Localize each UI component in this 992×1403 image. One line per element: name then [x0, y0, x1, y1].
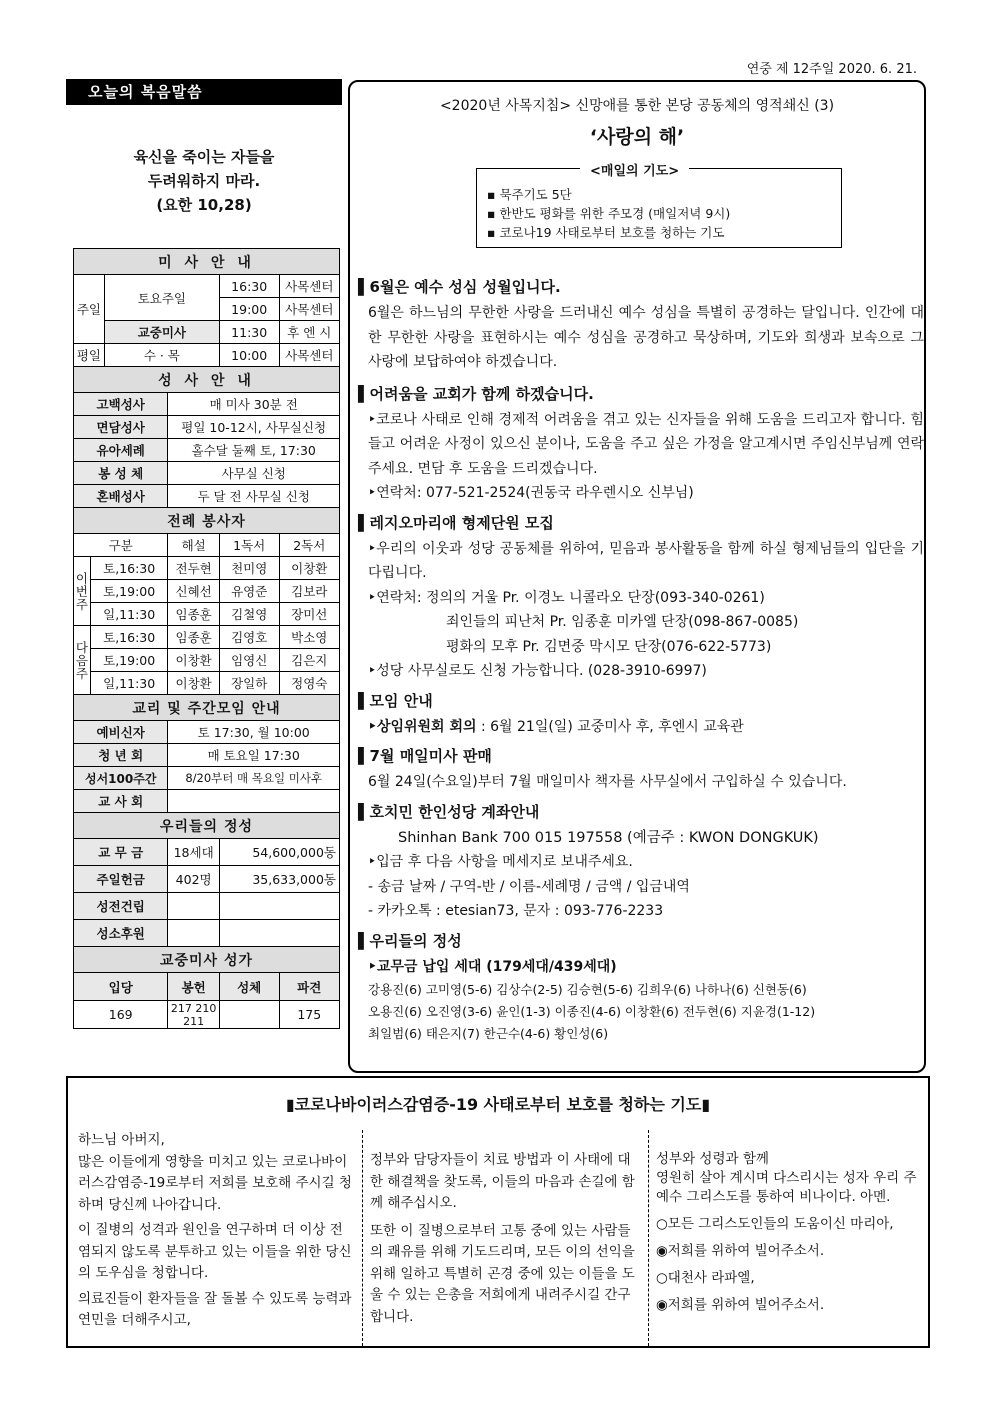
contact-line: 죄인들의 피난처 Pr. 임종훈 미카엘 단장(098-867-0085)	[446, 614, 799, 630]
prayer-column-3	[656, 1150, 922, 1315]
year-theme: ‘사랑의 해’	[589, 126, 685, 148]
servers-section-title: 전례 봉사자	[74, 508, 340, 534]
gospel-header: 오늘의 복음말씀	[66, 79, 342, 105]
doctrine-section-title: 교리 및 주간모임 안내	[74, 695, 340, 721]
section-heading: ▌ 어려움을 교회가 함께 하겠습니다.	[358, 383, 924, 404]
offering-count	[168, 920, 219, 947]
section-heading: ▌ 우리들의 정성	[358, 930, 924, 951]
doctrine-label: 성서100주간	[74, 767, 168, 790]
sacrament-label: 혼배성사	[74, 485, 168, 508]
section-heading: ▌ 모임 안내	[358, 690, 924, 711]
sacrament-value: 평일 10-12시, 사무실신청	[168, 416, 340, 439]
sacrament-value: 사무실 신청	[168, 462, 340, 485]
offering-count: 18세대	[168, 839, 219, 866]
offering-label: 성소후원	[74, 920, 168, 947]
this-week-label: 이번주	[74, 557, 91, 626]
mass-time: 16:30	[219, 275, 279, 298]
offering-section-title: 우리들의 정성	[74, 813, 340, 839]
offering-label: 성전건립	[74, 893, 168, 920]
paragraph: 6월 24일(수요일)부터 7월 매일미사 책자를 사무실에서 구입하실 수 있습니다.	[368, 774, 847, 790]
doctrine-label: 청 년 회	[74, 744, 168, 767]
server-name: 이창환	[168, 672, 219, 695]
column-divider	[362, 1130, 363, 1346]
server-name: 유영준	[219, 580, 279, 603]
prayer-paragraph: 또한 이 질병으로부터 고통 중에 있는 사람들의 쾌유를 위해 기도드리며, 모든 이의 선익을 위해 일하고 특별히 곤경 중에 있는 이들을 도울 수 있는 은총을 저희에게 내려주시길 간구합니다.	[370, 1222, 635, 1325]
sacrament-label: 유아세례	[74, 439, 168, 462]
gospel-line: 육신을 죽이는 자들을	[133, 148, 275, 166]
server-time: 토,16:30	[90, 626, 168, 649]
section-heading: ▌ 6월은 예수 성심 성월입니다.	[358, 276, 924, 297]
server-time: 일,11:30	[90, 672, 168, 695]
pastoral-guideline-title: <2020년 사목지침> 신망애를 통한 본당 공동체의 영적쇄신 (3)	[439, 98, 835, 114]
doctrine-value	[168, 790, 340, 813]
column-divider	[648, 1130, 649, 1346]
server-name: 장일하	[219, 672, 279, 695]
mass-time: 10:00	[219, 344, 279, 367]
servers-header: 1독서	[219, 534, 279, 557]
mass-place: 사목센터	[279, 275, 339, 298]
covid-prayer-title: ▮코로나바이러스감염증-19 사태로부터 보호를 청하는 기도▮	[285, 1095, 711, 1114]
bulletin-date: 연중 제 12주일 2020. 6. 21.	[746, 62, 917, 77]
sunday-label: 주일	[74, 275, 105, 344]
server-name: 임영신	[219, 649, 279, 672]
sacrament-section-title: 성 사 안 내	[74, 367, 340, 393]
server-name: 김은지	[279, 649, 339, 672]
prayer-paragraph: 하느님 아버지,	[78, 1132, 165, 1148]
server-name: 신혜선	[168, 580, 219, 603]
server-name: 김철영	[219, 603, 279, 626]
server-name: 박소영	[279, 626, 339, 649]
server-name: 장미선	[279, 603, 339, 626]
prayer-paragraph: 영원히 살아 계시며 다스리시는 성자 우리 주 예수 그리스도를 통하여 비나이다. 아멘.	[656, 1170, 917, 1205]
server-time: 토,19:00	[90, 580, 168, 603]
server-name: 이창환	[279, 557, 339, 580]
hymn-number: 175	[279, 1001, 339, 1029]
sacrament-value: 홀수달 둘째 토, 17:30	[168, 439, 340, 462]
prayer-paragraph: 정부와 담당자들이 치료 방법과 이 사태에 대한 해결책을 찾도록, 이들의 마음과 손길에 함께 해주십시오.	[370, 1152, 635, 1211]
prayer-paragraph: 의료진들이 환자들을 잘 돌볼 수 있도록 능력과 연민을 더해주시고,	[78, 1290, 352, 1328]
sat-sunday-label: 토요주일	[104, 275, 219, 321]
weekday-days: 수 · 목	[104, 344, 219, 367]
doctrine-label: 예비신자	[74, 721, 168, 744]
server-name: 정영숙	[279, 672, 339, 695]
donor-names: 최일범(6) 태은지(7) 한근수(4-6) 황인성(6)	[368, 1026, 609, 1041]
server-name: 김영호	[219, 626, 279, 649]
doctrine-value: 매 토요일 17:30	[168, 744, 340, 767]
section-heading: ▌ 레지오마리애 형제단원 모집	[358, 512, 924, 533]
doctrine-value: 8/20부터 매 목요일 미사후	[168, 767, 340, 790]
prayer-column-2	[370, 1150, 640, 1328]
offering-label: 주일헌금	[74, 866, 168, 893]
servers-header: 구분	[74, 534, 168, 557]
mass-time: 19:00	[219, 298, 279, 321]
mass-section-title: 미 사 안 내	[74, 249, 340, 275]
bullet-text: - 카카오톡 : etesian73, 문자 : 093-776-2233	[368, 903, 664, 919]
bullet-text: ‣코로나 사태로 인해 경제적 어려움을 겪고 있는 신자들을 위해 도움을 드리고자 합니다. 힘들고 어려운 사정이 있으신 분이나, 도움을 주고 싶은 가정을 알고계시면 주임신부님께 연락주세요. 면담 후 도움을 드리겠습니다.	[368, 411, 924, 477]
doctrine-value: 토 17:30, 월 10:00	[168, 721, 340, 744]
server-name: 전두현	[168, 557, 219, 580]
weekday-label: 평일	[74, 344, 105, 367]
offering-amount	[219, 893, 339, 920]
hymn-header: 입당	[74, 973, 168, 1001]
contact-line: ‣연락처: 정의의 거울 Pr. 이경노 니콜라오 단장(093-340-0261)	[368, 589, 765, 606]
contact-line: 평화의 모후 Pr. 김면중 막시모 단장(076-622-5773)	[446, 638, 772, 655]
offering-amount: 35,633,000동	[219, 866, 339, 893]
sacrament-label: 봉 성 체	[74, 462, 168, 485]
doctrine-label: 교 사 회	[74, 790, 168, 813]
prayer-paragraph: 성부와 성령과 함께	[656, 1151, 769, 1167]
hymn-header: 봉헌	[168, 973, 219, 1001]
hymn-header: 파견	[279, 973, 339, 1001]
daily-prayer-header: <매일의 기도>	[580, 160, 689, 179]
gospel-line: 두려워하지 마라.	[147, 172, 261, 190]
servers-header: 해설	[168, 534, 219, 557]
server-name: 이창환	[168, 649, 219, 672]
hymns-section-title: 교중미사 성가	[74, 947, 340, 973]
server-name: 임종훈	[168, 626, 219, 649]
sacrament-label: 면담성사	[74, 416, 168, 439]
bullet-text: ‣입금 후 다음 사항을 메세지로 보내주세요.	[368, 854, 633, 870]
daily-prayer-item: ▪ 코로나19 사태로부터 보호를 청하는 기도	[487, 225, 725, 240]
prayer-response: ○모든 그리스도인들의 도움이신 마리아,	[656, 1216, 894, 1232]
offering-count	[168, 893, 219, 920]
server-name: 임종훈	[168, 603, 219, 626]
bullet-text: ‣상임위원회 회의 : 6월 21일(일) 교중미사 후, 후엔시 교육관	[368, 718, 744, 735]
gospel-verse	[66, 145, 342, 217]
hymn-number: 217 210 211	[168, 1001, 219, 1029]
server-name: 김보라	[279, 580, 339, 603]
hymn-number: 169	[74, 1001, 168, 1029]
daily-prayer-item: ▪ 묵주기도 5단	[487, 187, 572, 202]
donor-names: 오용진(6) 오진영(3-6) 윤인(1-3) 이종진(4-6) 이창환(6) 전두현(6) 지윤경(1-12)	[368, 1004, 816, 1019]
prayer-column-1	[78, 1130, 354, 1332]
mass-place: 후 엔 시	[279, 321, 339, 344]
parish-info-table	[73, 248, 340, 1029]
bullet-text: ‣연락처: 077-521-2524(권동국 라우렌시오 신부님)	[368, 485, 694, 501]
bullet-text: ‣성당 사무실로도 신청 가능합니다. (028-3910-6997)	[368, 663, 707, 679]
offering-label: 교 무 금	[74, 839, 168, 866]
bullet-text: ‣우리의 이웃과 성당 공동체를 위하여, 믿음과 봉사활동을 함께 하실 형제님들의 입단을 기다립니다.	[368, 540, 924, 581]
bank-account: Shinhan Bank 700 015 197558 (예금주 : KWON DONGKUK)	[398, 829, 819, 846]
hymn-header: 성체	[219, 973, 279, 1001]
paragraph: 6월은 하느님의 무한한 사랑을 드러내신 예수 성심을 특별히 공경하는 달입니다. 인간에 대한 무한한 사랑을 표현하시는 예수 성심을 공경하고 묵상하며, 기도와 희생과 보속으로 그 사랑에 보답하여야 하겠습니다.	[368, 305, 924, 370]
offering-count: 402명	[168, 866, 219, 893]
server-time: 일,11:30	[90, 603, 168, 626]
community-mass-label: 교중미사	[104, 321, 219, 344]
sacrament-label: 고백성사	[74, 393, 168, 416]
hymn-number	[219, 1001, 279, 1029]
server-time: 토,16:30	[90, 557, 168, 580]
server-time: 토,19:00	[90, 649, 168, 672]
mass-place: 사목센터	[279, 298, 339, 321]
announcements	[358, 272, 924, 1045]
prayer-response: ◉저희를 위하여 빌어주소서.	[656, 1297, 825, 1313]
daily-prayer-box	[476, 168, 842, 248]
bullet-text: - 송금 날짜 / 구역-반 / 이름-세례명 / 금액 / 입금내역	[368, 878, 690, 895]
mass-time: 11:30	[219, 321, 279, 344]
offering-amount: 54,600,000동	[219, 839, 339, 866]
section-heading: ▌ 호치민 한인성당 계좌안내	[358, 801, 924, 822]
sacrament-value: 두 달 전 사무실 신청	[168, 485, 340, 508]
sacrament-value: 매 미사 30분 전	[168, 393, 340, 416]
daily-prayer-item: ▪ 한반도 평화를 위한 주모경 (매일저녁 9시)	[487, 206, 731, 221]
prayer-paragraph: 이 질병의 성격과 원인을 연구하며 더 이상 전염되지 않도록 분투하고 있는 이들을 위한 당신의 도우심을 청합니다.	[78, 1222, 352, 1281]
next-week-label: 다음주	[74, 626, 91, 695]
mass-place: 사목센터	[279, 344, 339, 367]
prayer-response: ◉저희를 위하여 빌어주소서.	[656, 1243, 825, 1259]
gospel-line: (요한 10,28)	[156, 196, 252, 214]
bullet-text: ‣교무금 납입 세대 (179세대/439세대)	[368, 958, 617, 975]
prayer-paragraph: 많은 이들에게 영향을 미치고 있는 코로나바이러스감염증-19로부터 저희를 보호해 주시길 청하며 당신께 나아갑니다.	[78, 1153, 352, 1213]
section-heading: ▌ 7월 매일미사 판매	[358, 745, 924, 766]
donor-names: 강용진(6) 고미영(5-6) 김상수(2-5) 김승현(5-6) 김희우(6) 나하나(6) 신현동(6)	[368, 982, 807, 997]
offering-amount	[219, 920, 339, 947]
servers-header: 2독서	[279, 534, 339, 557]
prayer-response: ○대천사 라파엘,	[656, 1270, 755, 1286]
server-name: 천미영	[219, 557, 279, 580]
